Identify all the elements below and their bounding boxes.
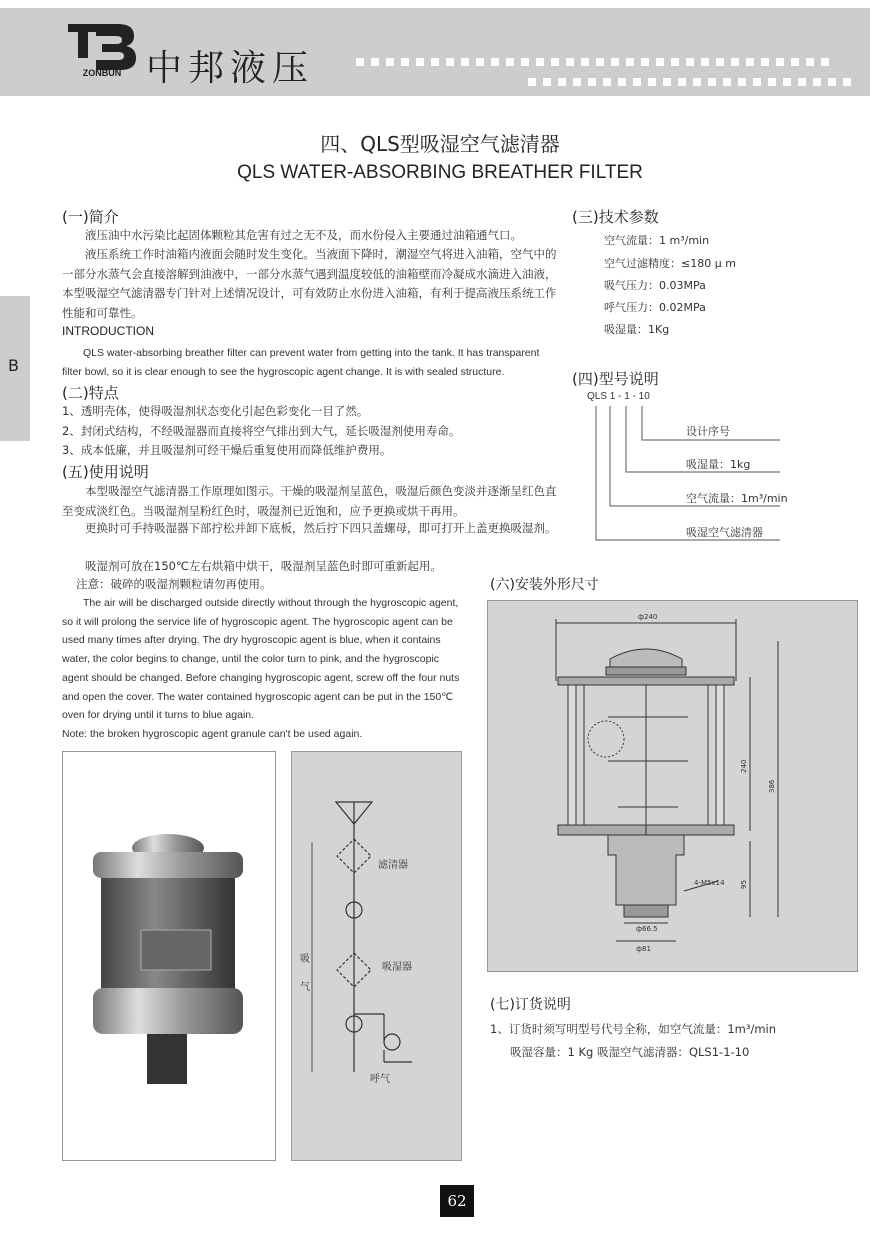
tech-heading: (三)技术参数 [572, 208, 659, 226]
model-label-product: 吸湿空气滤清器 [686, 526, 763, 539]
tech-param: 吸湿量：1Kg [604, 323, 670, 336]
model-heading: (四)型号说明 [572, 370, 659, 388]
feature-item: 1、透明壳体，使得吸湿剂状态变化引起色彩变化一目了然。 [62, 404, 369, 418]
brand-name: 中邦液压 [146, 48, 315, 89]
feature-item: 2、封闭式结构，不经吸湿器而直接将空气排出到大气，延长吸湿剂使用寿命。 [62, 424, 461, 438]
usage-paragraph-1: 本型吸湿空气滤清器工作原理如图示。干燥的吸湿剂呈蓝色，吸湿后颜色变淡并逐渐呈红色直至变成淡红色。当吸湿剂呈粉红色时，吸湿剂已近饱和，应予更换或烘干再用。 [62, 484, 557, 518]
svg-text:4-M5x14: 4-M5x14 [694, 879, 725, 887]
intro-en-heading: INTRODUCTION [62, 324, 154, 338]
working-principle-schematic [291, 751, 462, 1161]
header-dots-row-1 [356, 58, 866, 70]
model-label-capacity: 吸湿量：1kg [686, 458, 751, 471]
page-title-cn: 四、QLS型吸湿空气滤清器 [320, 132, 560, 156]
order-line-1: 1、订货时须写明型号代号全称，如空气流量：1m³/min [490, 1022, 777, 1036]
model-code: QLS 1 - 1 - 10 [587, 391, 650, 402]
breather-filter-illustration [63, 752, 275, 1160]
zonbun-logo [66, 22, 138, 80]
tech-param: 吸气压力：0.03MPa [604, 279, 706, 292]
svg-text:吸湿器: 吸湿器 [382, 962, 412, 973]
intro-paragraph-1: 液压油中水污染比起固体颗粒其危害有过之无不及，而水份侵入主要通过油箱通气口。 [85, 228, 522, 242]
svg-text:ф81: ф81 [636, 945, 651, 953]
dimension-drawing [488, 601, 857, 971]
svg-text:386: 386 [768, 779, 776, 793]
svg-text:滤清器: 滤清器 [378, 860, 408, 871]
usage-heading: (五)使用说明 [62, 463, 149, 481]
tech-param: 空气流量：1 m³/min [604, 234, 710, 247]
intro-en-paragraph: QLS water-absorbing breather filter can prevent water from getting into the tank. It has transparent filter bowl, so it is clear enough to see the hygroscopic agent change. It is with sealed structure. [62, 347, 540, 378]
intro-heading: (一)简介 [62, 208, 119, 226]
tech-param: 空气过滤精度：≤180 μ m [604, 257, 736, 270]
usage-paragraph-3: 吸湿剂可放在150℃左右烘箱中烘干，吸湿剂呈蓝色时即可重新起用。 [85, 559, 442, 573]
svg-text:ф66.5: ф66.5 [636, 925, 658, 933]
svg-text:呼气: 呼气 [370, 1074, 390, 1085]
page-number: 62 [440, 1185, 474, 1217]
model-label-serial: 设计序号 [686, 425, 730, 438]
svg-text:95: 95 [740, 880, 748, 889]
page-title-en: QLS WATER-ABSORBING BREATHER FILTER [237, 162, 643, 183]
usage-en-paragraph: The air will be discharged outside directly without through the hygroscopic agent, so it will prolong the service life of hygroscopic agent. The hygroscopic agent can be used many times after drying. The dry hygroscopic agent is blue, when it contains water, the color begins to change, until the color turn to pink, and the hygroscopic agent should be changed. Before changing hygroscopic agent, screw off the four nuts and open the cover. The water contained hygroscopic agent can be put in the 150℃ oven for drying until it turns to blue again. [62, 597, 460, 722]
feature-item: 3、成本低廉，并且吸湿剂可经干燥后重复使用而降低维护费用。 [62, 443, 392, 457]
dimension-drawing-panel [487, 600, 858, 972]
features-heading: (二)特点 [62, 384, 119, 402]
product-photo [62, 751, 276, 1161]
order-line-2: 吸湿容量：1 Kg 吸湿空气滤清器：QLS1-1-10 [510, 1045, 750, 1059]
svg-text:240: 240 [740, 759, 748, 773]
header-dots-row-2 [528, 78, 868, 90]
model-label-flow: 空气流量：1m³/min [686, 492, 788, 505]
tech-param: 呼气压力：0.02MPa [604, 301, 706, 314]
svg-text:吸: 吸 [300, 954, 310, 965]
schematic-diagram [292, 752, 461, 1160]
usage-note: 注意：破碎的吸湿剂颗粒请勿再使用。 [76, 577, 272, 591]
svg-text:ZONBUN: ZONBUN [82, 68, 122, 78]
svg-text:ф240: ф240 [638, 613, 658, 621]
svg-text:气: 气 [300, 982, 310, 993]
usage-en-note: Note: the broken hygroscopic agent granule can't be used again. [62, 728, 363, 740]
intro-paragraph-2: 液压系统工作时油箱内液面会随时发生变化。当液面下降时，潮湿空气将进入油箱，空气中的一部分水蒸气会直接溶解到油液中，一部分水蒸气遇到温度较低的油箱壁而冷凝成水滴进入油液，本型吸湿空气滤清器专门针对上述情况设计，可有效防止水份进入油箱，有利于提高液压系统工作性能和可靠性。 [62, 247, 557, 320]
install-heading: (六)安装外形尺寸 [490, 577, 599, 593]
side-tab: B [0, 296, 30, 441]
order-heading: (七)订货说明 [490, 997, 571, 1013]
usage-paragraph-2: 更换时可手持吸湿器下部拧松并卸下底板，然后拧下四只盖螺母，即可打开上盖更换吸湿剂。 [85, 521, 557, 535]
